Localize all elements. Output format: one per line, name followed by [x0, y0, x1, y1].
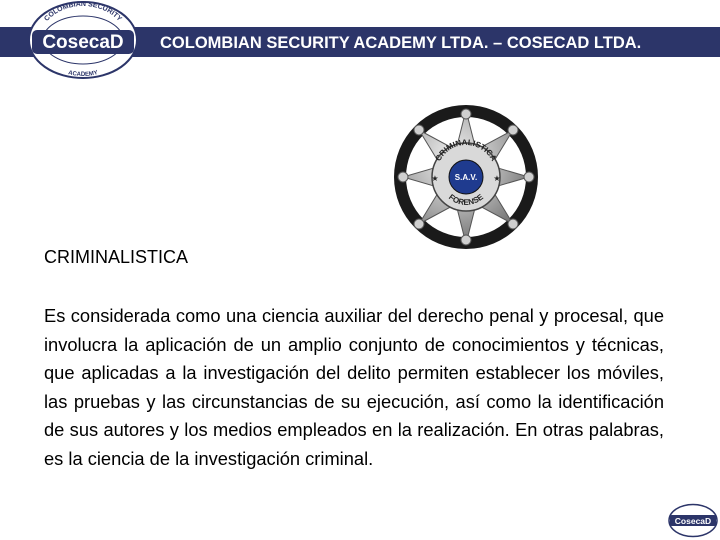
footer-brand-text: CosecaD [674, 516, 712, 526]
logo-ring-text-top: COLOMBIAN SECURITY [43, 0, 123, 23]
body-paragraph: Es considerada como una ciencia auxiliar del derecho penal y procesal, que involucra la aplicación de un amplio conjunto de conocimientos y técnicas, que aplicadas a la investigación del delito permiten establecer los móviles, las pruebas y las circunstancias de su ejecución, así como la identificación de sus autores y los medios empleados en la realización. En otras palabras, es la ciencia de la investigación criminal. [44, 305, 664, 469]
cosecad-logo [26, 0, 140, 80]
header-title: COLOMBIAN SECURITY ACADEMY LTDA. – COSECAD LTDA. [160, 34, 642, 52]
badge-arc-text-top: CRIMINALISTICA [433, 137, 499, 163]
badge-arc-text-bottom: FORENSE [447, 192, 485, 207]
badge-star-left-icon: ★ [431, 174, 439, 183]
section-heading: CRIMINALISTICA [44, 247, 189, 267]
logo-ring-text-bottom: ACADEMY [67, 70, 99, 78]
logo-brand-text: CosecaD [42, 32, 124, 53]
criminalistica-badge [391, 102, 541, 252]
footer-cosecad-logo [667, 503, 719, 538]
badge-star-right-icon: ★ [493, 174, 501, 183]
badge-center-text: S.A.V. [454, 173, 478, 182]
